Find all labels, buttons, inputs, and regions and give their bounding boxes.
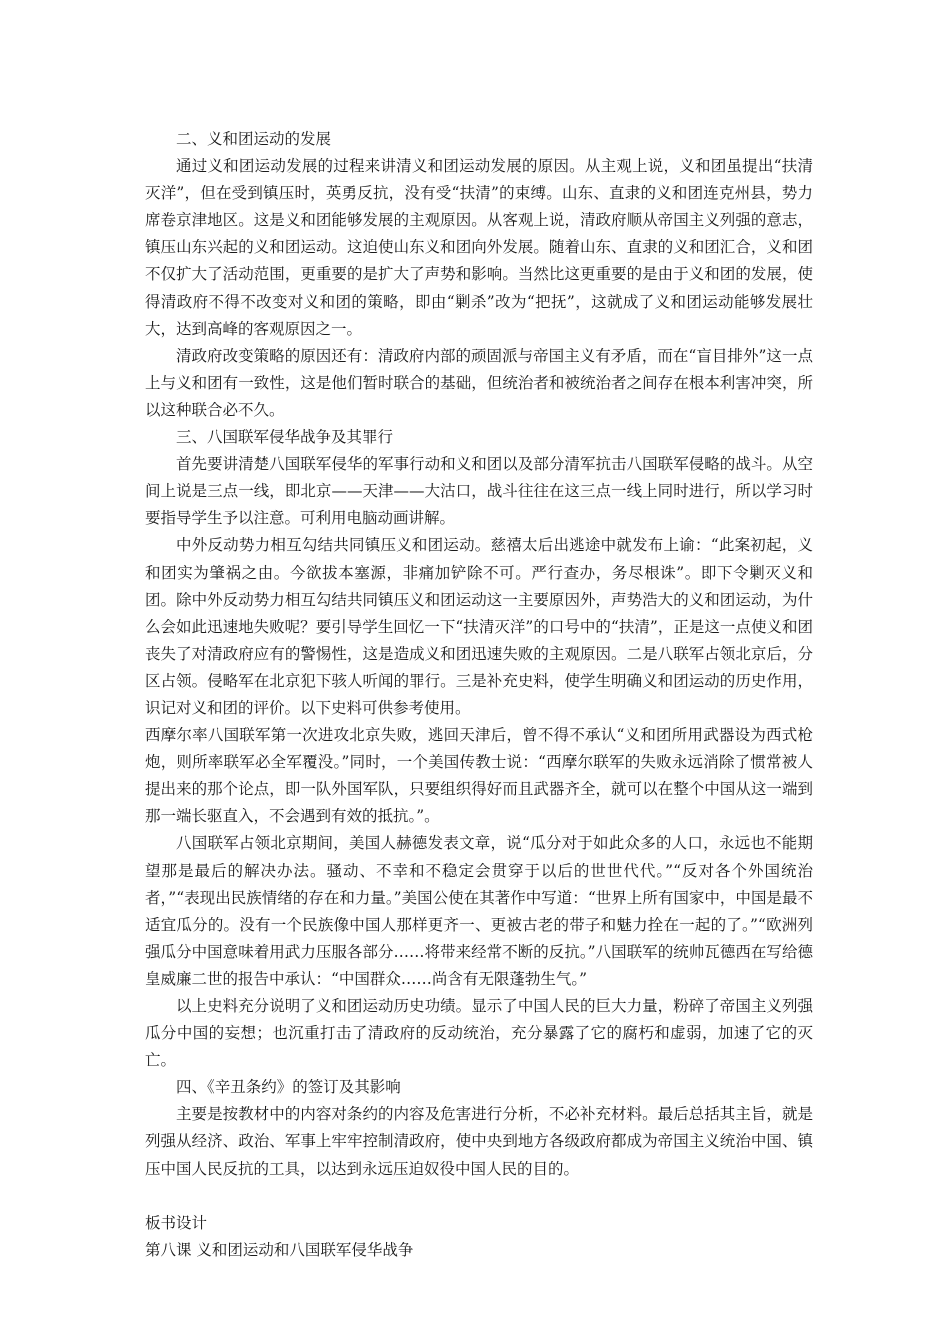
paragraph: 西摩尔率八国联军第一次进攻北京失败，逃回天津后，曾不得不承认“义和团所用武器设为西式枪炮，则所率联军必全军覆没。”同时，一个美国传教士说：“西摩尔联军的失败永远消除了惯常被人提出来的那个论点，即一队外国军队，只要组织得好而且武器齐全，就可以在整个中国从这一端到那一端长驱直入，不会遇到有效的抵抗。”。: [145, 726, 813, 826]
board-design-heading: 板书设计: [145, 1213, 208, 1232]
paragraph: 主要是按教材中的内容对条约的内容及危害进行分析，不必补充材料。最后总括其主旨，就是列强从经济、政治、军事上牢牢控制清政府，使中央到地方各级政府都成为帝国主义统治中国、镇压中国人民反抗的工具，以达到永远压迫奴役中国人民的目的。: [145, 1105, 813, 1178]
lesson-title: 第八课 义和团运动和八国联军侵华战争: [145, 1240, 414, 1259]
paragraph: 八国联军占领北京期间，美国人赫德发表文章，说“瓜分对于如此众多的人口，永远也不能期望那是最后的解决办法。骚动、不幸和不稳定会贯穿于以后的世世代代。”“反对各个外国统治者，”“表现出民族情绪的存在和力量。”美国公使在其著作中写道：“世界上所有国家中，中国是最不适宜瓜分的。没有一个民族像中国人那样更齐一、更被古老的带子和魅力拴在一起的了。”“欧洲列强瓜分中国意味着用武力压服各部分……将带来经常不断的反抗。”八国联军的统帅瓦德西在写给德皇威廉二世的报告中承认：“中国群众……尚含有无限蓬勃生气。”: [145, 834, 813, 988]
paragraph: 中外反动势力相互勾结共同镇压义和团运动。慈禧太后出逃途中就发布上谕：“此案初起，义和团实为肇祸之由。今欲拔本塞源，非痛加铲除不可。严行查办，务尽根诛”。即下令剿灭义和团。除中外反动势力相互勾结共同镇压义和团运动这一主要原因外，声势浩大的义和团运动，为什么会如此迅速地失败呢？要引导学生回忆一下“扶清灭洋”的口号中的“扶清”，正是这一点使义和团丧失了对清政府应有的警惕性，这是造成义和团迅速失败的主观原因。二是八联军占领北京后，分区占领。侵略军在北京犯下骇人听闻的罪行。三是补充史料，使学生明确义和团运动的历史作用，识记对义和团的评价。以下史料可供参考使用。: [145, 536, 813, 717]
document-page: [145, 126, 813, 1264]
paragraph: 以上史料充分说明了义和团运动历史功绩。显示了中国人民的巨大力量，粉碎了帝国主义列强瓜分中国的妄想；也沉重打击了清政府的反动统治，充分暴露了它的腐朽和虚弱，加速了它的灭亡。: [145, 997, 813, 1070]
section-heading-2: 二、义和团运动的发展: [176, 130, 332, 148]
paragraph: 清政府改变策略的原因还有：清政府内部的顽固派与帝国主义有矛盾，而在“盲目排外”这一点上与义和团有一致性，这是他们暂时联合的基础，但统治者和被统治者之间存在根本利害冲突，所以这种联合必不久。: [145, 346, 813, 419]
spacer: [145, 1183, 813, 1210]
paragraph: 通过义和团运动发展的过程来讲清义和团运动发展的原因。从主观上说，义和团虽提出“扶清灭洋”，但在受到镇压时，英勇反抗，没有受“扶清”的束缚。山东、直隶的义和团连克州县，势力席卷京津地区。这是义和团能够发展的主观原因。从客观上说，清政府顺从帝国主义列强的意志，镇压山东兴起的义和团运动。这迫使山东义和团向外发展。随着山东、直隶的义和团汇合，义和团不仅扩大了活动范围，更重要的是扩大了声势和影响。当然比这更重要的是由于义和团的发展，使得清政府不得不改变对义和团的策略，即由“剿杀”改为“把抚”，这就成了义和团运动能够发展壮大，达到高峰的客观原因之一。: [145, 157, 813, 338]
section-heading-4: 四、《辛丑条约》的签订及其影响: [176, 1078, 401, 1097]
section-heading-3: 三、八国联军侵华战争及其罪行: [176, 428, 394, 447]
paragraph: 首先要讲清楚八国联军侵华的军事行动和义和团以及部分清军抗击八国联军侵略的战斗。从空间上说是三点一线，即北京——天津——大沽口，战斗往往在这三点一线上同时进行，所以学习时要指导学生予以注意。可利用电脑动画讲解。: [145, 455, 813, 528]
